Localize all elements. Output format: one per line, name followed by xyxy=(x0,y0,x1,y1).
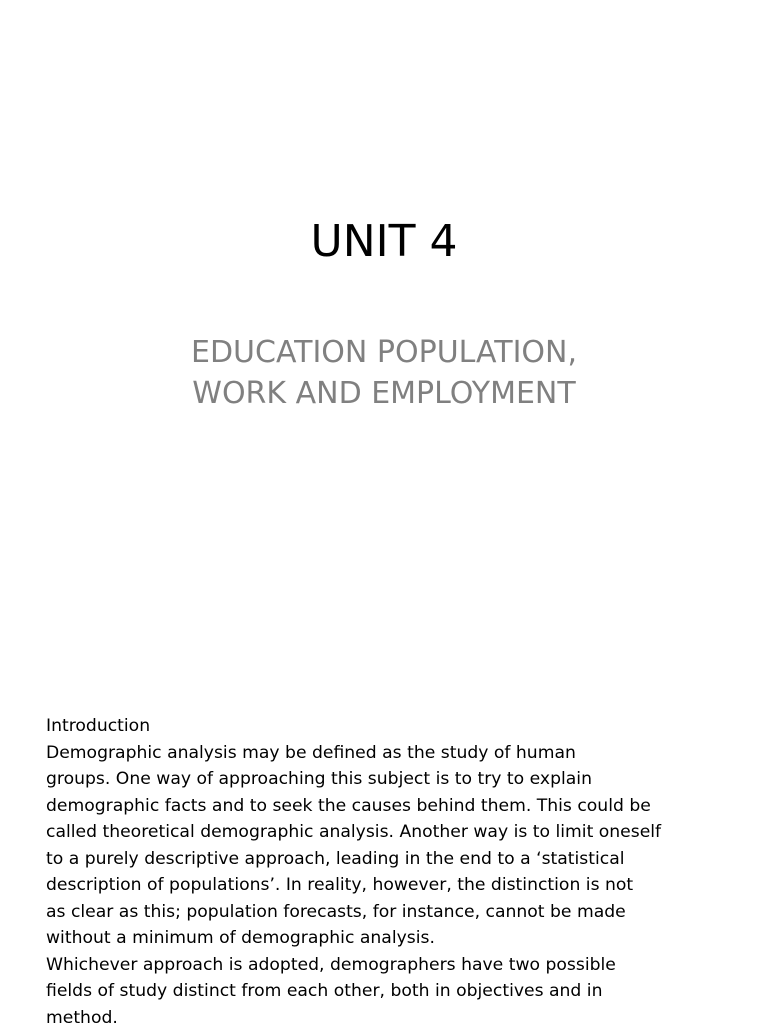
text-line: description of populations’. In reality, however, the distinction is not xyxy=(46,872,746,899)
text-line: fields of study distinct from each other, both in objectives and in xyxy=(46,978,746,1005)
text-line: to a purely descriptive approach, leading in the end to a ‘statistical xyxy=(46,846,746,873)
text-line: groups. One way of approaching this subject is to try to explain xyxy=(46,766,746,793)
text-line: demographic facts and to seek the causes behind them. This could be xyxy=(46,793,746,820)
text-line: called theoretical demographic analysis. Another way is to limit oneself xyxy=(46,819,746,846)
text-line: method. xyxy=(46,1005,746,1031)
introduction-text xyxy=(46,713,746,1031)
subtitle-line: EDUCATION POPULATION, xyxy=(84,332,684,373)
section-heading: Introduction xyxy=(46,713,746,740)
text-line: without a minimum of demographic analysis. xyxy=(46,925,746,952)
slide-subtitle xyxy=(84,332,684,414)
text-line: Demographic analysis may be defined as the study of human xyxy=(46,740,746,767)
text-line: as clear as this; population forecasts, for instance, cannot be made xyxy=(46,899,746,926)
slide-title: UNIT 4 xyxy=(0,214,768,270)
text-line: Whichever approach is adopted, demographers have two possible xyxy=(46,952,746,979)
subtitle-line: WORK AND EMPLOYMENT xyxy=(84,373,684,414)
